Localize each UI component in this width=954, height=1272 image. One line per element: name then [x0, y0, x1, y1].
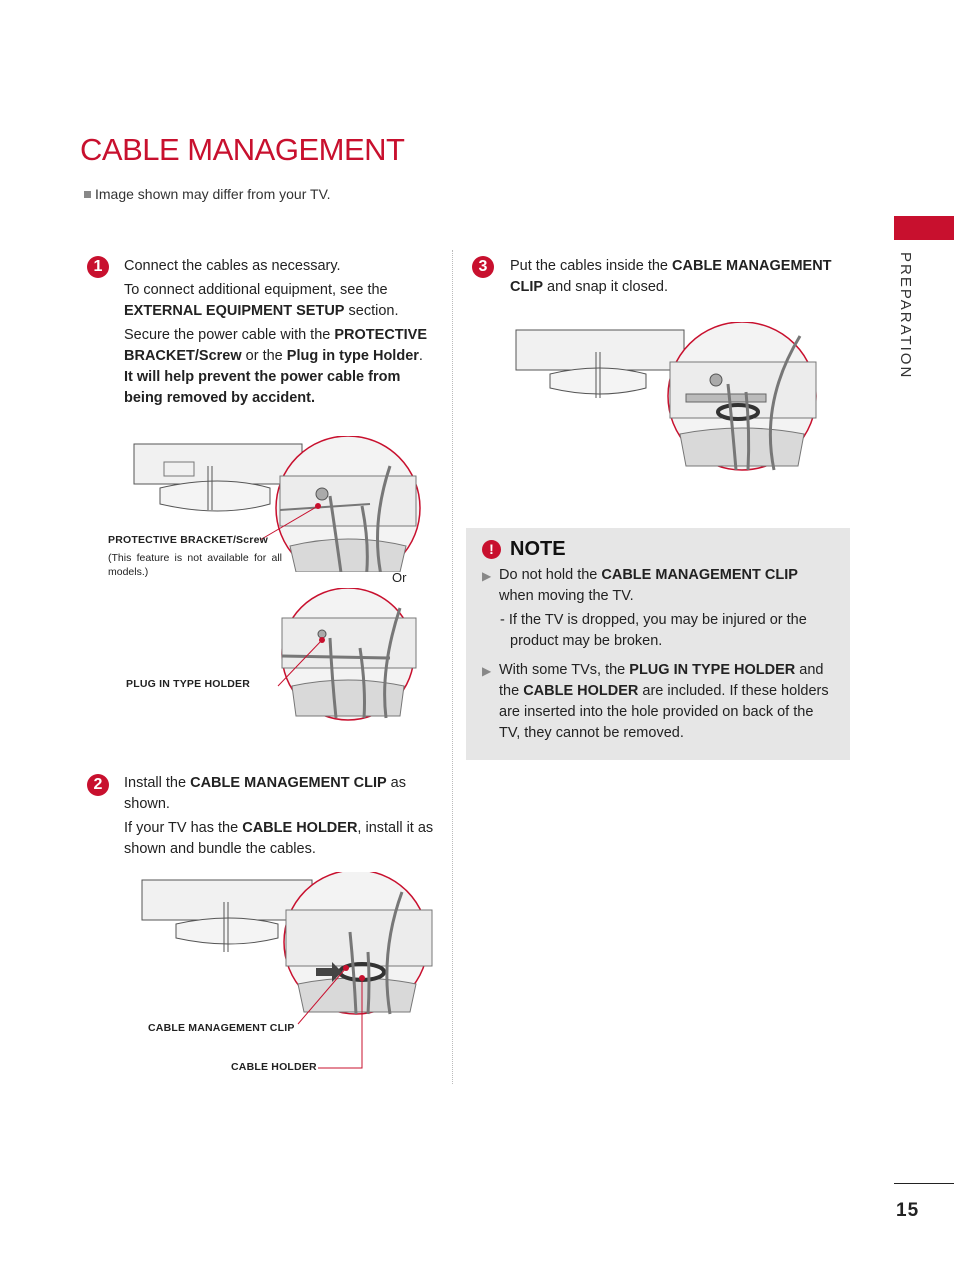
note-item-1-text [499, 565, 834, 607]
note-item-1b: CABLE MANAGEMENT CLIP [601, 567, 798, 583]
step-2-line1b: CABLE MANAGEMENT CLIP [190, 775, 387, 791]
step-2-badge: 2 [87, 774, 109, 796]
step-2-line1 [124, 773, 434, 815]
or-label: Or [392, 570, 407, 585]
image-disclaimer-text: Image shown may differ from your TV. [95, 186, 331, 202]
section-label [888, 252, 918, 380]
cable-holder-label: CABLE HOLDER [231, 1061, 317, 1073]
note-item-2b: PLUG IN TYPE HOLDER [629, 662, 796, 678]
step-1-line3c: or the [241, 348, 287, 364]
step-1-badge: 1 [87, 256, 109, 278]
step-1-line3b: PROTECTIVE BRACKET/Screw [124, 327, 428, 364]
step-2-line2 [124, 818, 434, 860]
column-divider [452, 250, 453, 1084]
step-1-line2 [124, 280, 440, 322]
page-number: 15 [896, 1200, 920, 1221]
clip-label: CABLE MANAGEMENT CLIP [148, 1022, 295, 1034]
note-item-2a: With some TVs, the [499, 662, 630, 678]
note-item-1a: Do not hold the [499, 567, 602, 583]
step-1-line3 [124, 325, 440, 367]
clip-illustration [140, 872, 440, 1072]
plug-holder-label: PLUG IN TYPE HOLDER [126, 678, 250, 690]
note-item-1c: when moving the TV. [499, 588, 634, 604]
triangle-bullet-icon: ▶ [482, 664, 492, 678]
section-label-text: PREPARATION [897, 252, 914, 380]
step-3-line1c: and snap it closed. [543, 279, 668, 295]
warning-icon: ! [482, 540, 501, 559]
step-1-line3a: Secure the power cable with the [124, 327, 335, 343]
step-3-badge: 3 [472, 256, 494, 278]
step-1-line4 [124, 367, 440, 409]
step-2-line2c: , install it as shown and bundle the cables. [124, 820, 434, 857]
step-2-line1a: Install the [124, 775, 191, 791]
step-1-line1: Connect the cables as necessary. [124, 258, 341, 274]
page-number-rule [894, 1183, 954, 1184]
step-2-line1c: as shown. [124, 775, 406, 812]
step-2-line2a: If your TV has the [124, 820, 243, 836]
note-item-1-sub: - If the TV is dropped, you may be injured or the product may be broken. [500, 612, 807, 649]
note-item-2 [482, 660, 834, 744]
plug-holder-illustration [260, 588, 430, 724]
step-3-text [510, 256, 850, 301]
bracket-note: (This feature is not available for all models.) [108, 552, 282, 578]
step-2-text [124, 773, 434, 863]
step-1-line2b: EXTERNAL EQUIPMENT SETUP [124, 303, 345, 319]
note-item-2e: are included. If these holders are inserted into the hole provided on back of the TV, they cannot be removed. [499, 683, 829, 741]
note-item-1 [482, 565, 834, 652]
page-title: CABLE MANAGEMENT [80, 132, 405, 167]
note-item-2c: and the [499, 662, 824, 699]
step-3-line1a: Put the cables inside the [510, 258, 673, 274]
triangle-bullet-icon: ▶ [482, 569, 492, 583]
image-disclaimer [84, 186, 331, 202]
step-1-line3d: Plug in type Holder [286, 348, 419, 364]
section-tab [894, 216, 954, 240]
snap-clip-illustration [514, 322, 824, 474]
step-2-line2b: CABLE HOLDER [242, 820, 358, 836]
note-title: NOTE [510, 538, 566, 560]
step-3-line1 [510, 256, 850, 298]
step-1-line4-text: It will help prevent the power cable from being removed by accident. [124, 369, 401, 406]
step-1-line2a: To connect additional equipment, see the [124, 282, 388, 298]
note-box [466, 528, 850, 760]
note-item-2d: CABLE HOLDER [523, 683, 639, 699]
note-item-2-text [499, 660, 834, 744]
step-3-line1b: CABLE MANAGEMENT CLIP [510, 258, 832, 295]
bullet-square-icon [84, 191, 91, 198]
bracket-label: PROTECTIVE BRACKET/Screw [108, 534, 268, 546]
step-1-line3e: . [418, 348, 423, 364]
step-1-line2c: section. [344, 303, 399, 319]
step-1-text [124, 256, 440, 412]
